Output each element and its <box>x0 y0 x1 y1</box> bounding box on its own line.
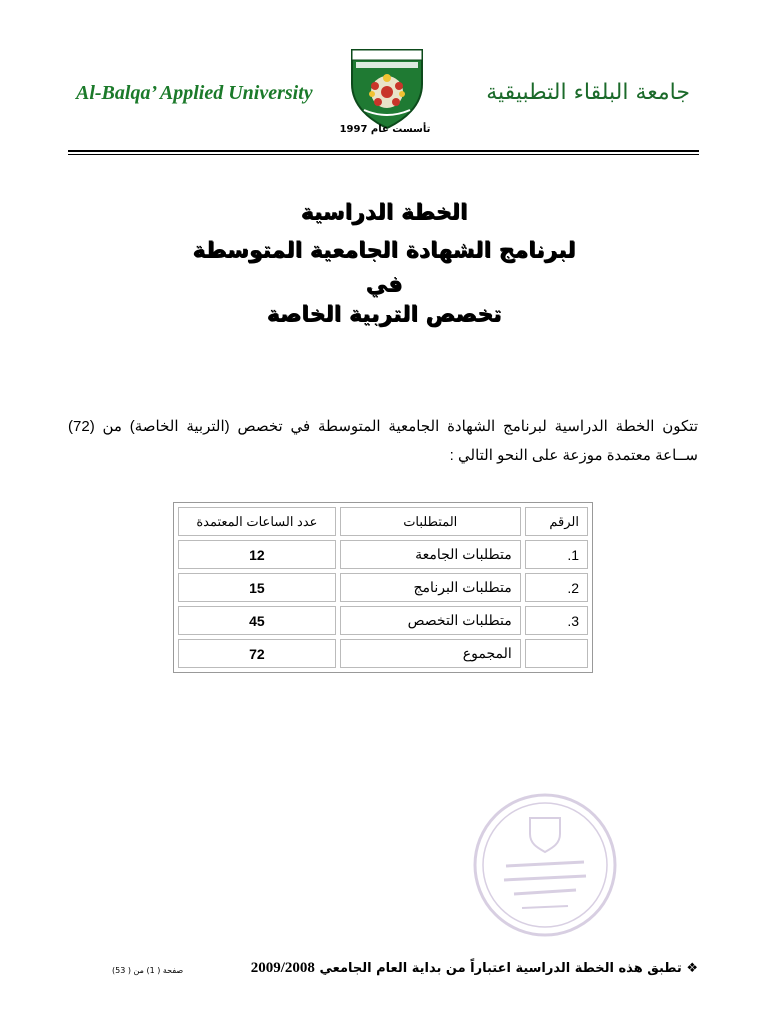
intro-paragraph: تتكون الخطة الدراسية لبرنامج الشهادة الجامعية المتوسطة في تخصص (التربية الخاصة) من (72) ســاعة معتمدة موزعة على النحو التالي : <box>68 418 698 464</box>
row-requirement: متطلبات البرنامج <box>340 573 521 602</box>
row-requirement: متطلبات الجامعة <box>340 540 521 569</box>
table-row <box>178 573 588 602</box>
title-line-in: في <box>365 272 403 297</box>
row-number <box>525 639 588 668</box>
title-line-specialization: تخصص التربية الخاصة <box>266 302 502 327</box>
founded-year: تأسست عام 1997 <box>339 124 431 135</box>
table-row <box>178 606 588 635</box>
table-row <box>178 540 588 569</box>
row-total-hours: 72 <box>178 639 336 668</box>
university-crest-icon <box>344 44 430 130</box>
bullet-icon: ❖ <box>686 961 698 976</box>
footer-note <box>251 960 698 977</box>
university-name-ar: جامعة البلقاء التطبيقية <box>486 80 690 105</box>
row-number: 2. <box>525 573 588 602</box>
row-total-label: المجموع <box>340 639 521 668</box>
row-hours: 12 <box>178 540 336 569</box>
footer-note-text: تطبق هذه الخطة الدراسية اعتباراً من بداية العام الجامعي <box>319 961 682 976</box>
table-total-row <box>178 639 588 668</box>
title-line-study-plan: الخطة الدراسية <box>300 200 468 225</box>
row-requirement: متطلبات التخصص <box>340 606 521 635</box>
header-requirements: المتطلبات <box>340 507 521 536</box>
header-number: الرقم <box>525 507 588 536</box>
official-stamp-icon <box>470 790 620 940</box>
row-number: 1. <box>525 540 588 569</box>
header-divider-thin <box>68 154 699 155</box>
table-header-row <box>178 507 588 536</box>
row-hours: 15 <box>178 573 336 602</box>
header-divider <box>68 150 699 152</box>
row-hours: 45 <box>178 606 336 635</box>
footer-year: 2009/2008 <box>250 960 315 976</box>
page-number: صفحة ( 1) من ( 53) <box>112 966 184 975</box>
row-number: 3. <box>525 606 588 635</box>
title-line-program: لبرنامج الشهادة الجامعية المتوسطة <box>192 238 576 263</box>
header-credit-hours: عدد الساعات المعتمدة <box>178 507 336 536</box>
university-name-en: Al-Balqa’ Applied University <box>76 82 313 104</box>
requirements-table <box>173 502 593 673</box>
